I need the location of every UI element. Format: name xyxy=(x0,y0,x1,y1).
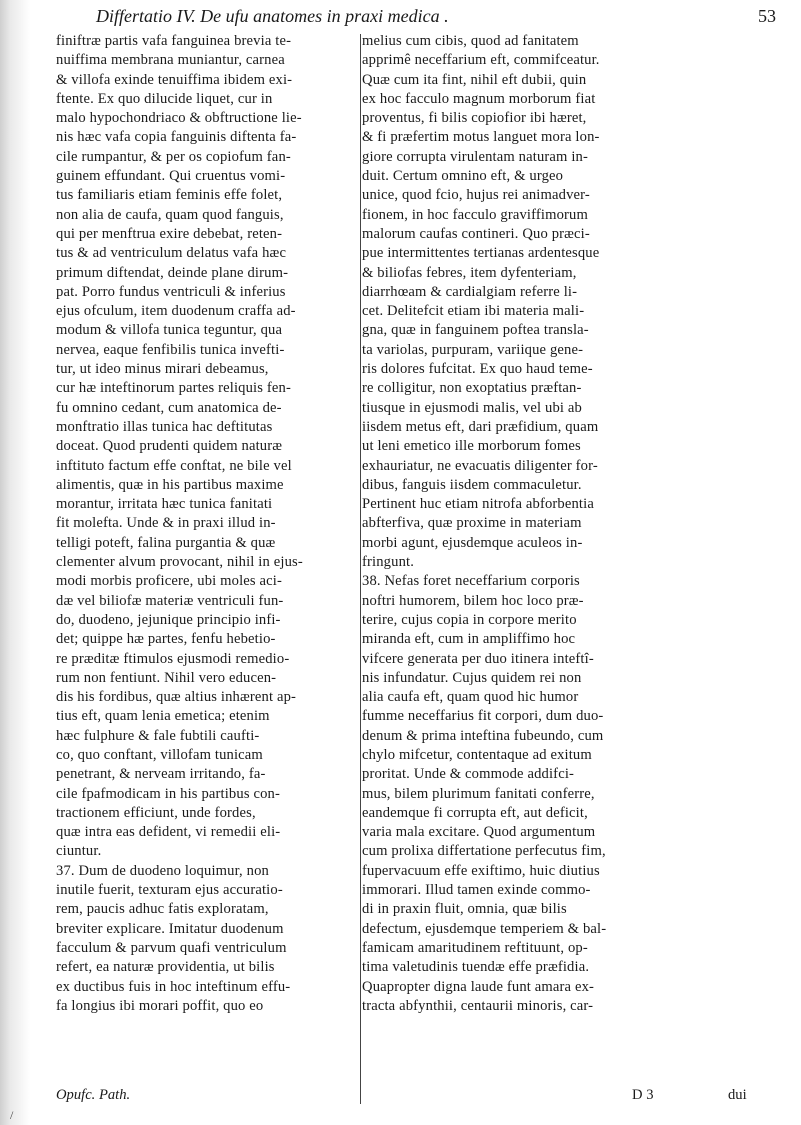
text-line: nis infundatur. Cujus quidem rei non xyxy=(362,669,582,686)
page-number: 53 xyxy=(758,6,776,26)
text-line: dæ vel biliofæ materiæ ventriculi fun- xyxy=(56,592,284,609)
text-line: 37. Dum de duodeno loquimur, non xyxy=(56,862,269,879)
text-line: non alia de caufa, quam quod fanguis, xyxy=(56,206,284,223)
text-line: di in praxin fluit, omnia, quæ bilis xyxy=(362,901,567,918)
text-line: proritat. Unde & commode addifci- xyxy=(362,766,575,783)
right-text-column xyxy=(362,32,782,1016)
text-line: varia mala excitare. Quod argumentum xyxy=(362,824,596,841)
text-line: unice, quod fcio, hujus rei animadver- xyxy=(362,187,590,204)
catchword-left: Opufc. Path. xyxy=(56,1087,131,1103)
column-divider xyxy=(360,34,361,1104)
text-line: tiusque in ejusmodi malis, vel ubi ab xyxy=(362,399,582,416)
text-line: diarrhœam & cardialgiam referre li- xyxy=(362,283,578,300)
text-line: ciuntur. xyxy=(56,843,102,860)
text-line: guinem effundant. Qui cruentus vomi- xyxy=(56,168,286,185)
text-line: pue intermittentes tertianas ardentesque xyxy=(362,245,600,262)
text-line: famicam amaritudinem reftituunt, op- xyxy=(362,939,588,956)
running-header xyxy=(96,6,776,32)
text-line: ta variolas, purpuram, variique gene- xyxy=(362,341,584,358)
text-line: rem, paucis adhuc fatis exploratam, xyxy=(56,901,269,918)
text-line: 38. Nefas foret neceffarium corporis xyxy=(362,573,580,590)
text-line: telligi poteft, falina purgantia & quæ xyxy=(56,534,276,551)
text-line: cile rumpantur, & per os copiofum fan- xyxy=(56,148,291,165)
signature-mark: D 3 xyxy=(632,1087,654,1103)
text-line: do, duodeno, jejunique principio infi- xyxy=(56,611,281,628)
text-line: facculum & parvum quafi ventriculum xyxy=(56,939,287,956)
text-line: ftente. Ex quo dilucide liquet, cur in xyxy=(56,90,273,107)
text-line: eandemque fi corrupta eft, aut deficit, xyxy=(362,804,588,821)
text-line: rum non fentiunt. Nihil vero educen- xyxy=(56,669,277,686)
text-line: vifcere generata per duo itinera inteftî- xyxy=(362,650,594,667)
text-line: breviter explicare. Imitatur duodenum xyxy=(56,920,284,937)
text-line: mus, bilem plurimum fanitati conferre, xyxy=(362,785,595,802)
text-line: pat. Porro fundus ventriculi & inferius xyxy=(56,283,286,300)
text-line: immorari. Illud tamen exinde commo- xyxy=(362,882,591,899)
text-line: ris dolores fufcitat. Ex quo haud teme- xyxy=(362,361,593,378)
text-line: duit. Certum omnino eft, & urgeo xyxy=(362,168,564,185)
text-line: cet. Delitefcit etiam ibi materia mali- xyxy=(362,303,585,320)
text-line: finiftræ partis vafa fanguinea brevia te- xyxy=(56,33,292,49)
text-line: noftri humorem, bilem hoc loco præ- xyxy=(362,592,584,609)
text-line: tus familiaris etiam feminis effe folet, xyxy=(56,187,283,204)
text-line: & fi præfertim motus languet mora lon- xyxy=(362,129,600,146)
text-line: morbi agunt, ejusdemque aculeos in- xyxy=(362,534,583,551)
text-line: hæc fulphure & fale fubtili caufti- xyxy=(56,727,260,744)
text-line: alia caufa eft, quam quod hic humor xyxy=(362,689,579,706)
text-line: fumme neceffarius fit corpori, dum duo- xyxy=(362,708,604,725)
text-line: Quæ cum ita fint, nihil eft dubii, quin xyxy=(362,71,587,88)
text-line: modum & villofa tunica teguntur, qua xyxy=(56,322,283,339)
catchword-right: dui xyxy=(728,1087,747,1103)
margin-mark: / xyxy=(10,1108,14,1122)
text-line: giore corrupta virulentam naturam in- xyxy=(362,148,588,165)
text-line: fringunt. xyxy=(362,554,415,571)
text-line: tus & ad ventriculum delatus vafa hæc xyxy=(56,245,287,262)
text-line: nervea, eaque fenfibilis tunica invefti- xyxy=(56,341,285,358)
text-line: defectum, ejusdemque temperiem & bal- xyxy=(362,920,607,937)
text-line: Quapropter digna laude funt amara ex- xyxy=(362,978,595,995)
left-text-column xyxy=(56,32,356,1016)
text-line: iisdem metus eft, dari præfidium, quam xyxy=(362,418,599,435)
text-line: quæ intra eas defident, vi remedii eli- xyxy=(56,824,281,841)
text-line: ex ductibus fuis in hoc inteftinum effu- xyxy=(56,978,291,995)
text-line: exhauriatur, ne evacuatis diligenter for- xyxy=(362,457,598,474)
text-line: fu omnino cedant, cum anatomica de- xyxy=(56,399,282,416)
text-line: re colligitur, non exoptatius præftan- xyxy=(362,380,582,397)
text-line: fupervacuum effe exiftimo, huic diutius xyxy=(362,862,600,879)
text-line: dis his fordibus, quæ altius inhærent ap- xyxy=(56,689,297,706)
text-line: proventus, fi bilis copiofior ibi hæret, xyxy=(362,110,587,127)
text-line: Pertinent huc etiam nitrofa abforbentia xyxy=(362,496,594,513)
text-line: malorum caufas contineri. Quo præci- xyxy=(362,225,590,242)
text-line: ut leni emetico ille morborum fomes xyxy=(362,438,581,455)
text-line: & biliofas febres, item dyfenteriam, xyxy=(362,264,577,281)
running-title: Differtatio IV. De ufu anatomes in praxi medica . xyxy=(96,6,449,26)
text-line: gna, quæ in fanguinem poftea transla- xyxy=(362,322,589,339)
text-line: dibus, fanguis iisdem commaculetur. xyxy=(362,476,582,493)
text-line: det; quippe hæ partes, fenfu hebetio- xyxy=(56,631,276,648)
text-line: cile fpafmodicam in his partibus con- xyxy=(56,785,280,802)
text-line: refert, ea naturæ providentia, ut bilis xyxy=(56,959,275,976)
text-line: ex hoc facculo magnum morborum fiat xyxy=(362,90,596,107)
text-line: tur, ut ideo minus mirari debeamus, xyxy=(56,361,269,378)
text-line: apprimê neceffarium eft, commifceatur. xyxy=(362,52,600,69)
text-line: fit molefta. Unde & in praxi illud in- xyxy=(56,515,276,532)
text-line: & villofa exinde tenuiffima ibidem exi- xyxy=(56,71,293,88)
text-line: melius cum cibis, quod ad fanitatem xyxy=(362,33,579,49)
text-line: nis hæc vafa copia fanguinis diftenta fa- xyxy=(56,129,297,146)
text-line: morantur, irritata hæc tunica fanitati xyxy=(56,496,273,513)
text-line: modi morbis proficere, ubi moles aci- xyxy=(56,573,283,590)
text-line: nuiffima membrana muniantur, carnea xyxy=(56,52,285,69)
text-line: abfterfiva, quæ proxime in materiam xyxy=(362,515,582,532)
text-line: primum diftendat, deinde plane dirum- xyxy=(56,264,289,281)
text-line: co, quo conftant, villofam tunicam xyxy=(56,746,263,763)
text-line: re præditæ ftimulos ejusmodi remedio- xyxy=(56,650,290,667)
text-line: miranda eft, cum in ampliffimo hoc xyxy=(362,631,576,648)
text-line: inutile fuerit, texturam ejus accuratio- xyxy=(56,882,283,899)
text-line: penetrant, & nerveam irritando, fa- xyxy=(56,766,266,783)
text-line: fa longius ibi morari poffit, quo eo xyxy=(56,997,264,1014)
text-line: terire, cujus copia in corpore merito xyxy=(362,611,577,628)
page-gutter-shadow xyxy=(0,0,30,1125)
text-line: qui per menftrua exire debebat, reten- xyxy=(56,225,283,242)
text-line: doceat. Quod prudenti quidem naturæ xyxy=(56,438,283,455)
text-line: tima valetudinis tuendæ effe præfidia. xyxy=(362,959,590,976)
text-line: clementer alvum provocant, nihil in ejus- xyxy=(56,554,303,571)
text-line: tracta abfynthii, centaurii minoris, car- xyxy=(362,997,594,1014)
text-line: malo hypochondriaco & obftructione lie- xyxy=(56,110,302,127)
text-line: alimentis, quæ in his partibus maxime xyxy=(56,476,284,493)
text-line: tractionem efficiunt, unde fordes, xyxy=(56,804,256,821)
text-line: chylo mifcetur, contentaque ad exitum xyxy=(362,746,592,763)
text-line: fionem, in hoc facculo graviffimorum xyxy=(362,206,588,223)
text-line: ejus ofculum, item duodenum craffa ad- xyxy=(56,303,296,320)
text-line: tius eft, quam lenia emetica; etenim xyxy=(56,708,270,725)
text-line: monftratio illas tunica hac deftitutas xyxy=(56,418,273,435)
text-line: cum prolixa differtatione perfecutus fim, xyxy=(362,843,606,860)
text-line: inftituto factum effe conftat, ne bile vel xyxy=(56,457,292,474)
text-line: denum & prima inteftina fubeundo, cum xyxy=(362,727,604,744)
text-line: cur hæ inteftinorum partes reliquis fen- xyxy=(56,380,291,397)
